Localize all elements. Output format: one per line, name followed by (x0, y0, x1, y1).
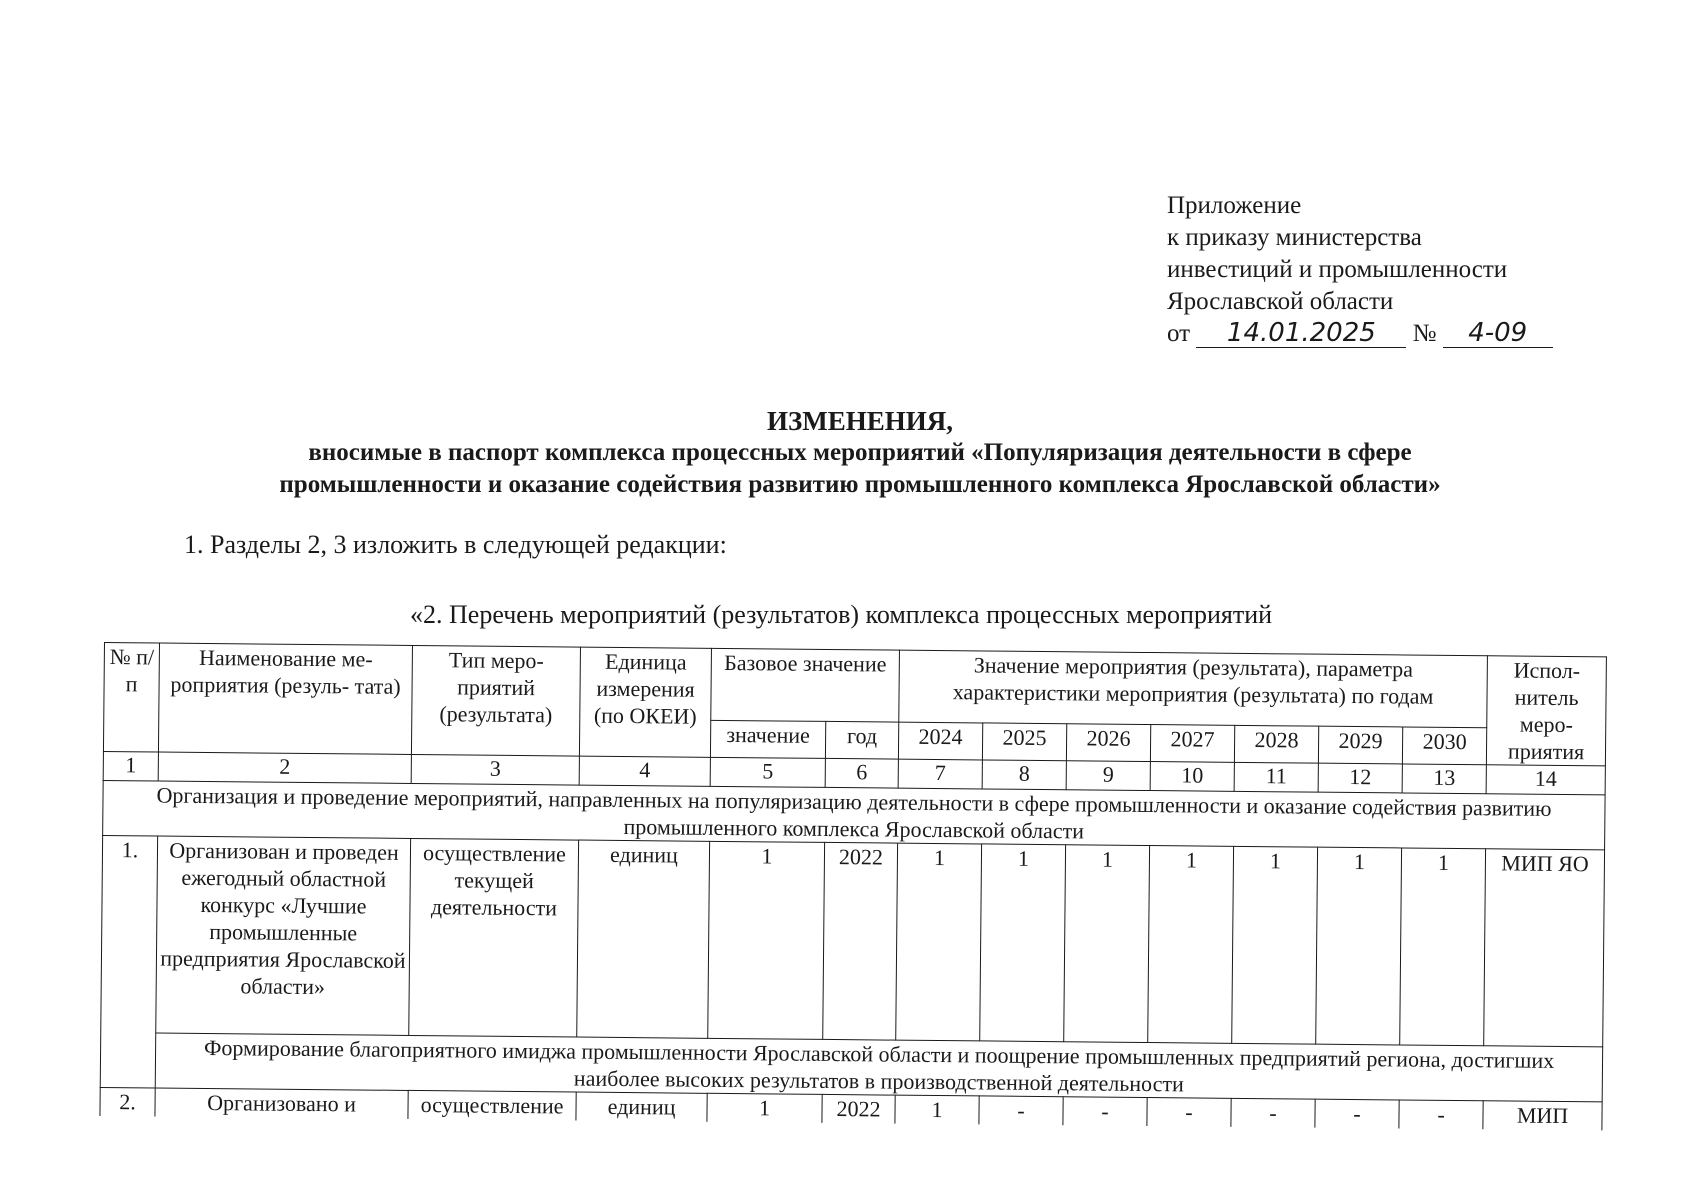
appendix-line: к приказу министерства (1167, 224, 1422, 251)
row-name: Организован и проведен ежегодный областной конкурс «Лучшие промышленные предприятия Ярославской области» (156, 836, 411, 1035)
row-base-value: 1 (708, 841, 825, 1039)
appendix-line: Ярославской области (1167, 288, 1394, 315)
header-unit: Единица измерения (по ОКЕИ) (579, 647, 711, 757)
row-base-value: 1 (707, 1093, 822, 1123)
header-row (104, 643, 1607, 730)
row-type: осуществление текущей деятельности (409, 838, 579, 1037)
row-value: 1 (1316, 847, 1402, 1045)
row-value: - (979, 1096, 1063, 1125)
title-heading: ИЗМЕНЕНИЯ, (766, 406, 953, 436)
order-number-handwritten: 4-09 (1443, 319, 1553, 348)
header-base: Базовое значение (711, 648, 900, 722)
col-number: 4 (579, 756, 710, 786)
order-date-handwritten: 14.01.2025 (1196, 319, 1406, 348)
header-base-value: значение (710, 721, 825, 759)
row-value: - (1315, 1099, 1399, 1128)
col-number: 6 (825, 758, 898, 788)
header-year: 2027 (1150, 725, 1234, 763)
row-value: - (1147, 1098, 1231, 1127)
header-year: 2026 (1066, 724, 1150, 762)
col-number: 7 (898, 759, 982, 789)
col-number: 1 (103, 751, 158, 781)
section-title: «2. Перечень мероприятий (результатов) комплекса процессных мероприятий (410, 600, 1273, 629)
appendix-block (1167, 190, 1553, 350)
header-name: Наименование ме- роприятия (резуль- тата) (158, 643, 412, 754)
col-number: 8 (982, 760, 1066, 790)
item-1-text: 1. Разделы 2, 3 изложить в следующей редакции: (184, 530, 727, 559)
appendix-line: инвестиций и промышленности (1167, 256, 1508, 283)
header-year: 2024 (898, 722, 982, 760)
row-value: 1 (896, 843, 982, 1041)
row-executor: МИП (1483, 1101, 1602, 1131)
row-note: Формирование благоприятного имиджа промышленности Ярославской области и поощрение промышленных предприятий региона, достигших наиболее высоких результатов в производственной деятельности (155, 1033, 1603, 1102)
row-type: осуществление (408, 1090, 576, 1120)
number-label: № (1412, 320, 1437, 347)
appendix-line: Приложение (1167, 192, 1302, 219)
row-unit: единиц (576, 1092, 707, 1122)
table-row (101, 835, 1605, 1046)
row-value: - (1399, 1100, 1483, 1129)
row-value: - (1231, 1098, 1315, 1127)
activities-table (99, 642, 1607, 1130)
header-year: 2030 (1402, 727, 1486, 765)
document-title (180, 405, 1540, 501)
row-value: 1 (895, 1095, 979, 1124)
header-year: 2025 (982, 723, 1066, 761)
header-year: 2028 (1234, 726, 1318, 764)
header-executor: Испол- нитель меро- приятия (1486, 656, 1606, 766)
row-value: 1 (1148, 846, 1234, 1044)
row-value: 1 (980, 844, 1066, 1042)
row-name: Организовано и (155, 1088, 408, 1119)
col-number: 2 (158, 752, 411, 783)
col-number: 13 (1402, 764, 1486, 794)
row-value: 1 (1064, 845, 1150, 1043)
row-value: 1 (1400, 848, 1486, 1046)
row-num: 1. (100, 835, 157, 1088)
col-number: 11 (1234, 762, 1318, 792)
col-number: 9 (1066, 761, 1150, 791)
row-value: - (1063, 1097, 1147, 1126)
row-executor: МИП ЯО (1484, 849, 1605, 1047)
from-label: от (1167, 320, 1191, 347)
task-text: Организация и проведение мероприятий, направленных на популяризацию деятельности в сфере промышленности и оказание содействия развитию промышленного комплекса Ярославской области (103, 780, 1606, 849)
header-base-year: год (825, 722, 898, 759)
header-values: Значение мероприятия (результата), параметра характеристики мероприятия (результата) по годам (899, 650, 1488, 728)
title-line: вносимые в паспорт комплекса процессных мероприятий «Популяризация деятельности в сфере (308, 439, 1412, 466)
row-base-year: 2022 (823, 842, 898, 1040)
header-type: Тип меро- приятий (результата) (411, 645, 580, 756)
col-number: 14 (1486, 765, 1605, 795)
header-year: 2029 (1318, 726, 1402, 764)
header-num: № п/п (103, 643, 159, 753)
col-number: 10 (1150, 762, 1234, 792)
col-number: 5 (710, 757, 825, 787)
row-unit: единиц (577, 840, 710, 1038)
row-num: 2. (100, 1087, 155, 1116)
order-date-line (1167, 318, 1553, 350)
row-value: 1 (1232, 846, 1318, 1044)
col-number: 12 (1318, 763, 1402, 793)
col-number: 3 (411, 754, 579, 785)
row-base-year: 2022 (822, 1094, 895, 1123)
title-line: промышленности и оказание содействия развитию промышленного комплекса Ярославской области» (279, 471, 1441, 498)
